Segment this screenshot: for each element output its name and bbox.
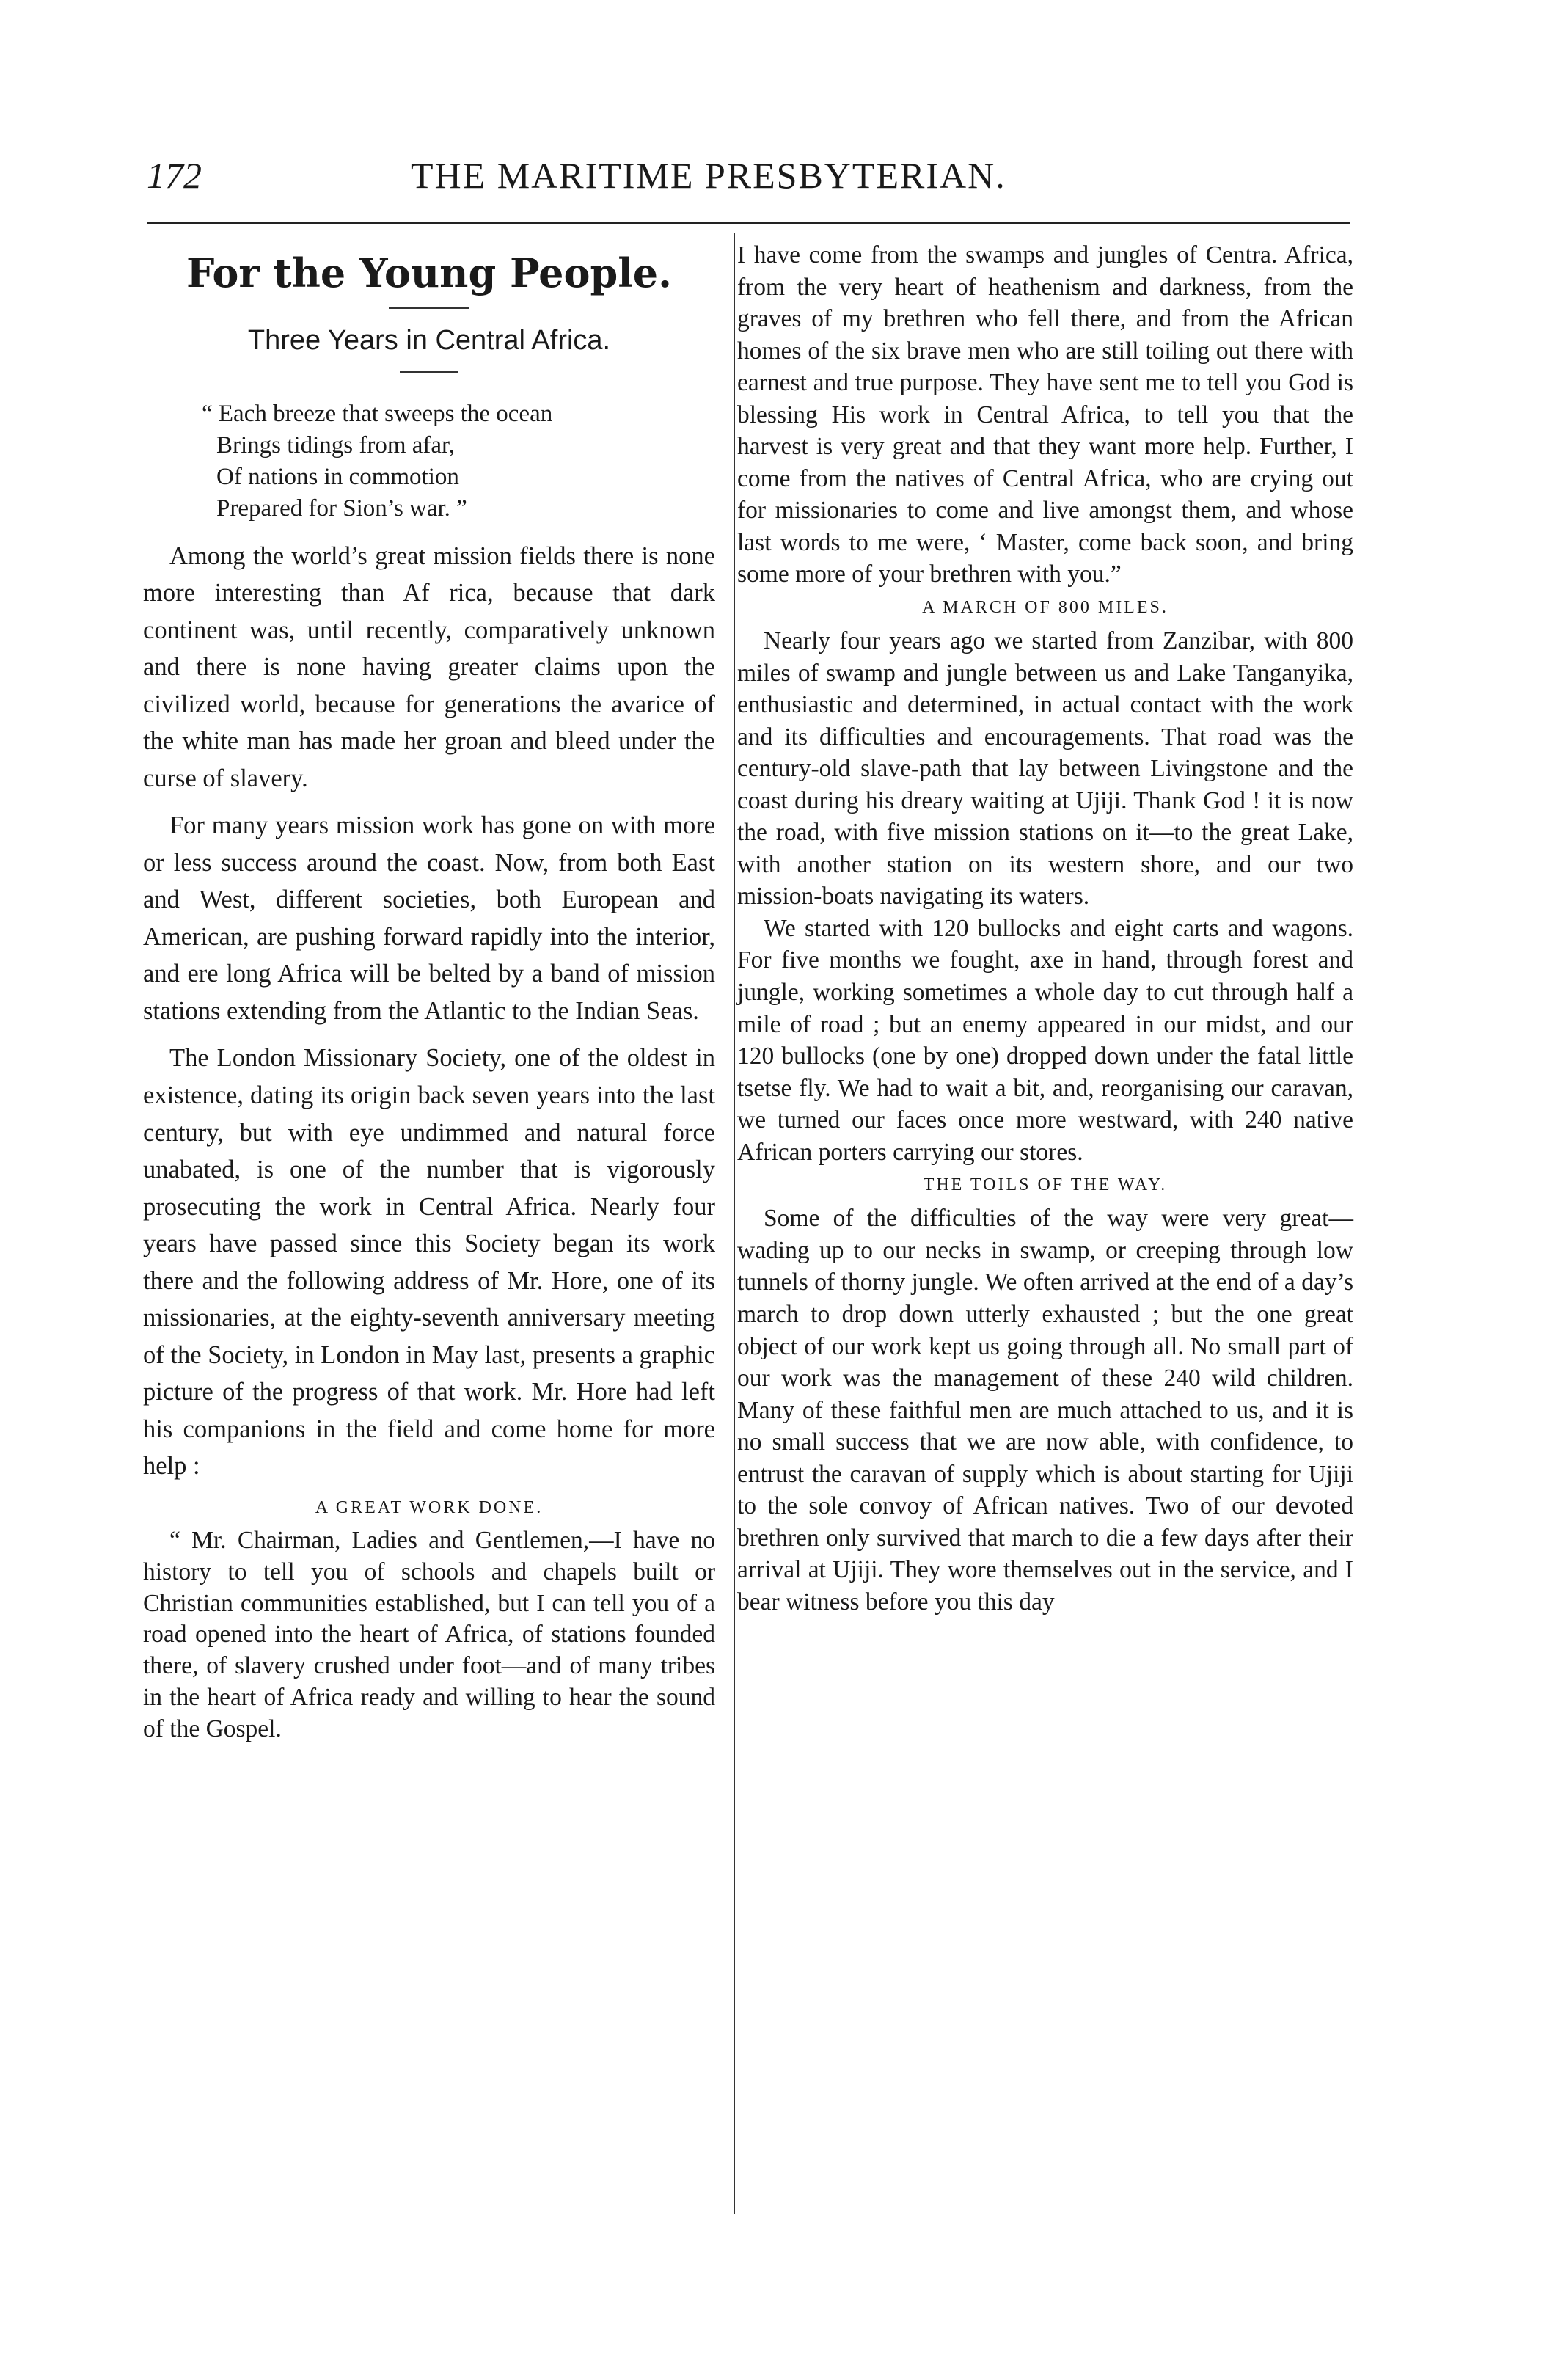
- running-head: [0, 154, 1558, 198]
- subheading: THE TOILS OF THE WAY.: [923, 1175, 1168, 1195]
- section-rule: [389, 307, 469, 309]
- poem-line: “ Each breeze that sweeps the ocean: [202, 401, 553, 427]
- title-rule: [400, 371, 458, 373]
- section-title: For the Young People.: [186, 249, 672, 296]
- article-title: Three Years in Central Africa.: [247, 325, 611, 356]
- journal-title: THE MARITIME PRESBYTERIAN.: [411, 155, 1006, 196]
- subheading: A GREAT WORK DONE.: [315, 1497, 544, 1517]
- paragraph: We started with 120 bullocks and eight carts and wagons. For five months we fought, axe in hand, through forest and jungle, working sometimes a whole day to cut through half a mile of road ; but an enemy appeared in our midst, and our 120 bullocks (one by one) dropped down under the fatal little tsetse fly. We had to wait a bit, and, reorganising our caravan, we turned our faces once more westward, with 240 native African porters carrying our stores.: [737, 914, 1353, 1166]
- page-number: 172: [147, 155, 202, 196]
- paragraph: Some of the difficulties of the way were very great—wading up to our necks in swamp, or creeping through low tunnels of thorny jungle. We often arrived at the end of a day’s march to drop down utterly exhausted ; but the one great object of our work kept us going through all. No small part of our work was the management of these 240 wild children. Many of these faithful men are much attached to us, and it is no small success that we are now able, with confidence, to entrust the caravan of supply which is about starting for Ujiji to the sole convoy of African natives. Two of our devoted brethren only survived that march to die a few days after their arrival at Ujiji. They wore themselves out in the service, and I bear witness before you this day: [737, 1205, 1353, 1616]
- poem-line: Prepared for Sion’s war. ”: [216, 494, 467, 522]
- poem-line: Of nations in commotion: [216, 463, 459, 490]
- paragraph: The London Missionary Society, one of the oldest in existence, dating its origin back seven years into the last century, but with eye undimmed and natural force unabated, is one of the number that is vigorously prosecuting the work in Central Africa. Nearly four years have passed since this Society began its work there and the following address of Mr. Hore, one of its missionaries, at the eighty-seventh anniversary meeting of the Society, in London in May last, presents a graphic picture of the progress of that work. Mr. Hore had left his companions in the field and come home for more help :: [143, 1044, 715, 1481]
- paragraph: “ Mr. Chairman, Ladies and Gentlemen,—I have no history to tell you of schools and chapels built or Christian communities established, but I can tell you of a road opened into the heart of Africa, of stations founded there, of slavery crushed under foot—and of many tribes in the heart of Africa ready and willing to hear the sound of the Gospel.: [143, 1526, 715, 1743]
- column-divider: [734, 233, 735, 2214]
- epigraph-poem: [202, 398, 715, 525]
- poem-line: Brings tidings from afar,: [216, 431, 455, 459]
- header-rule: [147, 222, 1350, 224]
- paragraph: Nearly four years ago we started from Zanzibar, with 800 miles of swamp and jungle between us and Lake Tanganyika, enthusiastic and determined, in actual contact with the work and its difficulties and encouragements. That road was the century-old slave-path that lay between Livingstone and the coast during his dreary waiting at Ujiji. Thank God ! it is now the road, with five mission stations on it—to the great Lake, with another station on its western shore, and our two mission-boats navigating its waters.: [737, 627, 1353, 910]
- paragraph: For many years mission work has gone on with more or less success around the coast. Now, from both East and West, different societies, both European and American, are pushing forward rapidly into the interior, and ere long Africa will be belted by a band of mission stations extending from the Atlantic to the Indian Seas.: [143, 811, 715, 1025]
- paragraph: Among the world’s great mission fields there is none more interesting than Af rica, because that dark continent was, until recently, comparatively unknown and there is none having greater claims upon the civilized world, because for generations the avarice of the white man has made her groan and bleed under the curse of slavery.: [143, 541, 715, 792]
- left-column: [143, 235, 715, 1745]
- subheading: A MARCH OF 800 MILES.: [922, 598, 1168, 618]
- right-column: [737, 235, 1353, 1618]
- paragraph: I have come from the swamps and jungles of Centra. Africa, from the very heart of heathenism and darkness, from the graves of my brethren who fell there, and from the African homes of the six brave men who are still toiling out there with earnest and true purpose. They have sent me to tell you God is blessing His work in Central Africa, to tell you that the harvest is very great and that they want more help. Further, I come from the natives of Central Africa, who are crying out for missionaries to come and live amongst them, and whose last words to me were, ‘ Master, come back soon, and bring some more of your brethren with you.”: [737, 241, 1353, 588]
